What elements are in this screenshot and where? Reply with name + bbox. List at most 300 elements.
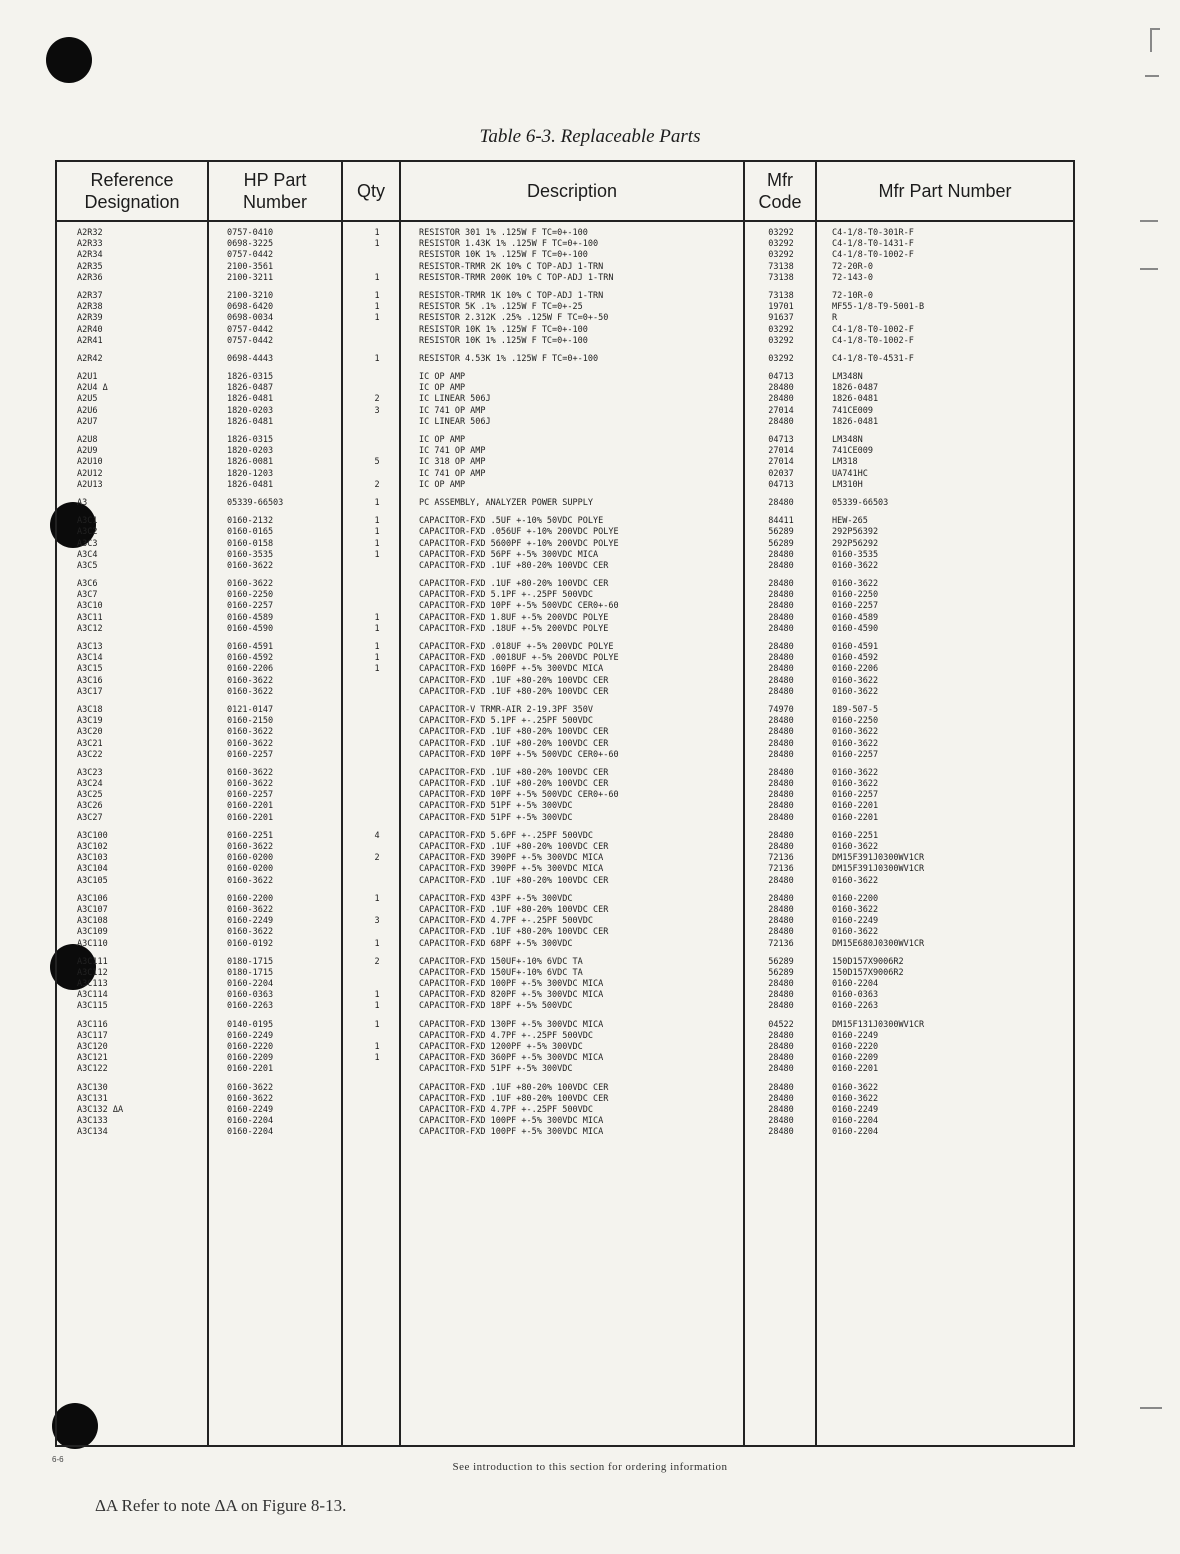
ref-cell: A3C116 bbox=[77, 1019, 108, 1030]
hp-part-cell: 0160-3622 bbox=[227, 686, 274, 697]
mfr-part-cell: 72-143-0 bbox=[832, 272, 873, 283]
qty-cell: 1 bbox=[374, 549, 380, 560]
mfr-part-cell: DM15F391J0300WV1CR bbox=[832, 853, 925, 864]
ref-cell: A3C25 bbox=[77, 790, 103, 801]
ref-cell: A3C20 bbox=[77, 727, 103, 738]
mfr-part-cell: 72-20R-0 bbox=[832, 261, 873, 272]
row-group bbox=[57, 1020, 1073, 1076]
ref-cell: A2U8 bbox=[77, 435, 98, 445]
mfr-part-cell: DM15F391J0300WV1CR bbox=[832, 864, 925, 875]
ref-cell: A3C14 bbox=[77, 653, 103, 664]
hp-part-cell: 1826-0481 bbox=[227, 479, 274, 490]
ref-cell: A3C27 bbox=[77, 812, 103, 823]
description-cell: CAPACITOR-FXD .1UF +80-20% 100VDC CER bbox=[419, 927, 609, 938]
ref-cell: A2R42 bbox=[77, 353, 103, 364]
mfr-part-cell: 0160-3622 bbox=[832, 767, 879, 778]
hp-part-cell: 0160-3622 bbox=[227, 1093, 274, 1104]
ref-cell: A3C22 bbox=[77, 749, 103, 760]
description-cell: CAPACITOR-FXD 1.8UF +-5% 200VDC POLYE bbox=[419, 612, 609, 623]
description-cell: CAPACITOR-FXD .1UF +80-20% 100VDC CER bbox=[419, 904, 609, 915]
hp-part-cell: 0160-3622 bbox=[227, 927, 274, 938]
qty-cell: 5 bbox=[374, 457, 380, 468]
mfr-part-cell: 0160-3622 bbox=[832, 875, 879, 886]
table-row bbox=[57, 590, 1073, 601]
description-cell: IC LINEAR 506J bbox=[419, 394, 491, 405]
hp-part-cell: 1826-0081 bbox=[227, 457, 274, 468]
hp-part-cell: 0160-2204 bbox=[227, 1127, 274, 1138]
mfr-part-cell: 0160-2250 bbox=[832, 716, 879, 727]
mfr-part-cell: C4-1/8-T0-1002-F bbox=[832, 250, 914, 261]
table-row bbox=[57, 939, 1073, 950]
table-row bbox=[57, 250, 1073, 261]
hp-part-cell: 0160-3622 bbox=[227, 727, 274, 738]
table-row bbox=[57, 716, 1073, 727]
mfr-part-cell: 72-10R-0 bbox=[832, 290, 873, 301]
ref-cell: A3C2 bbox=[77, 527, 98, 538]
mfr-part-cell: 1826-0487 bbox=[832, 383, 879, 394]
mfr-code-cell: 28480 bbox=[768, 1104, 794, 1115]
qty-cell: 1 bbox=[374, 938, 380, 949]
hp-part-cell: 0160-4591 bbox=[227, 642, 274, 652]
qty-cell: 2 bbox=[374, 956, 380, 967]
description-cell: RESISTOR-TRMR 2K 10% C TOP-ADJ 1-TRN bbox=[419, 261, 604, 272]
mfr-code-cell: 72136 bbox=[768, 853, 794, 864]
punch-hole-top bbox=[46, 37, 92, 83]
description-cell: CAPACITOR-FXD .1UF +80-20% 100VDC CER bbox=[419, 675, 609, 686]
table-row bbox=[57, 676, 1073, 687]
table-row bbox=[57, 905, 1073, 916]
mfr-part-cell: 0160-2249 bbox=[832, 1030, 879, 1041]
table-row bbox=[57, 1094, 1073, 1105]
header-hp-part-number: HP Part Number bbox=[242, 170, 308, 212]
ref-cell: A3C26 bbox=[77, 801, 103, 812]
description-cell: CAPACITOR-FXD 68PF +-5% 300VDC bbox=[419, 938, 573, 949]
description-cell: IC LINEAR 506J bbox=[419, 416, 491, 427]
table-row bbox=[57, 1127, 1073, 1138]
ref-cell: A3C114 bbox=[77, 990, 108, 1001]
mfr-code-cell: 03292 bbox=[768, 239, 794, 250]
hp-part-cell: 0160-2201 bbox=[227, 812, 274, 823]
table-row bbox=[57, 927, 1073, 938]
hp-part-cell: 0160-3622 bbox=[227, 904, 274, 915]
qty-cell: 1 bbox=[374, 612, 380, 623]
mfr-part-cell: 0160-3622 bbox=[832, 675, 879, 686]
mfr-code-cell: 28480 bbox=[768, 1053, 794, 1064]
mfr-code-cell: 28480 bbox=[768, 1127, 794, 1138]
qty-cell: 1 bbox=[374, 353, 380, 364]
row-group bbox=[57, 768, 1073, 824]
mfr-code-cell: 28480 bbox=[768, 1064, 794, 1075]
mfr-part-cell: C4-1/8-T0-1002-F bbox=[832, 324, 914, 335]
ref-cell: A3C24 bbox=[77, 779, 103, 790]
description-cell: CAPACITOR-FXD 4.7PF +-.25PF 500VDC bbox=[419, 1030, 593, 1041]
description-cell: IC 741 OP AMP bbox=[419, 446, 486, 457]
description-cell: CAPACITOR-FXD .018UF +-5% 200VDC POLYE bbox=[419, 642, 614, 652]
qty-cell: 1 bbox=[374, 538, 380, 549]
hp-part-cell: 0160-2201 bbox=[227, 801, 274, 812]
hp-part-cell: 0698-4443 bbox=[227, 353, 274, 364]
mfr-part-cell: 0160-2206 bbox=[832, 664, 879, 675]
mfr-code-cell: 03292 bbox=[768, 324, 794, 335]
description-cell: CAPACITOR-FXD 100PF +-5% 300VDC MICA bbox=[419, 1127, 604, 1138]
table-row bbox=[57, 539, 1073, 550]
table-row bbox=[57, 727, 1073, 738]
mfr-code-cell: 27014 bbox=[768, 446, 794, 457]
description-cell: CAPACITOR-FXD .1UF +80-20% 100VDC CER bbox=[419, 767, 609, 778]
mfr-part-cell: 0160-2209 bbox=[832, 1053, 879, 1064]
ref-cell: A3C121 bbox=[77, 1053, 108, 1064]
ref-cell: A3C3 bbox=[77, 538, 98, 549]
table-row bbox=[57, 687, 1073, 698]
edge-mark bbox=[1145, 75, 1159, 77]
mfr-part-cell: 150D157X9006R2 bbox=[832, 956, 904, 967]
table-row bbox=[57, 768, 1073, 779]
table-row bbox=[57, 876, 1073, 887]
mfr-code-cell: 28480 bbox=[768, 653, 794, 664]
hp-part-cell: 0160-3622 bbox=[227, 579, 274, 590]
ref-cell: A3C17 bbox=[77, 686, 103, 697]
hp-part-cell: 0160-2251 bbox=[227, 830, 274, 841]
hp-part-cell: 0757-0442 bbox=[227, 250, 274, 261]
description-cell: CAPACITOR-FXD 100PF +-5% 300VDC MICA bbox=[419, 1116, 604, 1127]
qty-cell: 1 bbox=[374, 1053, 380, 1064]
mfr-part-cell: 292P56292 bbox=[832, 538, 879, 549]
description-cell: IC OP AMP bbox=[419, 479, 466, 490]
mfr-part-cell: C4-1/8-T0-4531-F bbox=[832, 353, 914, 364]
table-row bbox=[57, 325, 1073, 336]
description-cell: IC OP AMP bbox=[419, 383, 466, 394]
table-row bbox=[57, 469, 1073, 480]
mfr-part-cell: 0160-2257 bbox=[832, 790, 879, 801]
mfr-code-cell: 28480 bbox=[768, 875, 794, 886]
description-cell: CAPACITOR-FXD 10PF +-5% 500VDC CER0+-60 bbox=[419, 601, 619, 612]
row-group bbox=[57, 957, 1073, 1013]
table-row bbox=[57, 1001, 1073, 1012]
mfr-part-cell: 0160-2249 bbox=[832, 916, 879, 927]
description-cell: RESISTOR 5K .1% .125W F TC=0+-25 bbox=[419, 302, 583, 313]
ref-cell: A3C109 bbox=[77, 927, 108, 938]
ref-cell: A2R39 bbox=[77, 313, 103, 324]
description-cell: CAPACITOR-FXD 4.7PF +-.25PF 500VDC bbox=[419, 916, 593, 927]
mfr-part-cell: 0160-2257 bbox=[832, 601, 879, 612]
table-row bbox=[57, 228, 1073, 239]
mfr-code-cell: 72136 bbox=[768, 938, 794, 949]
table-row bbox=[57, 813, 1073, 824]
qty-cell: 1 bbox=[374, 664, 380, 675]
hp-part-cell: 0160-2263 bbox=[227, 1001, 274, 1012]
description-cell: CAPACITOR-FXD 10PF +-5% 500VDC CER0+-60 bbox=[419, 790, 619, 801]
hp-part-cell: 0160-2200 bbox=[227, 893, 274, 904]
hp-part-cell: 2100-3210 bbox=[227, 290, 274, 301]
mfr-code-cell: 28480 bbox=[768, 612, 794, 623]
description-cell: RESISTOR 1.43K 1% .125W F TC=0+-100 bbox=[419, 239, 599, 250]
description-cell: PC ASSEMBLY, ANALYZER POWER SUPPLY bbox=[419, 497, 593, 508]
ref-cell: A2U9 bbox=[77, 446, 98, 457]
mfr-code-cell: 56289 bbox=[768, 967, 794, 978]
ref-cell: A3C130 bbox=[77, 1082, 108, 1093]
hp-part-cell: 0698-3225 bbox=[227, 239, 274, 250]
mfr-part-cell: 0160-2204 bbox=[832, 1116, 879, 1127]
qty-cell: 1 bbox=[374, 228, 380, 238]
ref-cell: A2U7 bbox=[77, 416, 98, 427]
mfr-code-cell: 28480 bbox=[768, 749, 794, 760]
table-row bbox=[57, 273, 1073, 284]
mfr-part-cell: 0160-2250 bbox=[832, 590, 879, 601]
hp-part-cell: 0180-1715 bbox=[227, 956, 274, 967]
mfr-part-cell: 0160-2201 bbox=[832, 801, 879, 812]
mfr-code-cell: 28480 bbox=[768, 801, 794, 812]
mfr-code-cell: 28480 bbox=[768, 383, 794, 394]
ref-cell: A3C117 bbox=[77, 1030, 108, 1041]
description-cell: CAPACITOR-FXD .1UF +80-20% 100VDC CER bbox=[419, 1093, 609, 1104]
table-row bbox=[57, 1105, 1073, 1116]
hp-part-cell: 0160-2249 bbox=[227, 1030, 274, 1041]
hp-part-cell: 0160-3622 bbox=[227, 875, 274, 886]
mfr-code-cell: 28480 bbox=[768, 1030, 794, 1041]
table-row bbox=[57, 739, 1073, 750]
edge-mark bbox=[1140, 220, 1158, 222]
hp-part-cell: 0160-2206 bbox=[227, 664, 274, 675]
hp-part-cell: 0160-3535 bbox=[227, 549, 274, 560]
mfr-part-cell: 0160-2204 bbox=[832, 1127, 879, 1138]
mfr-code-cell: 27014 bbox=[768, 405, 794, 416]
mfr-code-cell: 03292 bbox=[768, 250, 794, 261]
ref-cell: A2U4 Δ bbox=[77, 383, 108, 394]
description-cell: CAPACITOR-FXD 150UF+-10% 6VDC TA bbox=[419, 967, 583, 978]
table-row bbox=[57, 894, 1073, 905]
mfr-code-cell: 04713 bbox=[768, 372, 794, 383]
ref-cell: A2R38 bbox=[77, 302, 103, 313]
hp-part-cell: 0160-3622 bbox=[227, 842, 274, 852]
hp-part-cell: 0160-3622 bbox=[227, 738, 274, 749]
description-cell: CAPACITOR-FXD 5.1PF +-.25PF 500VDC bbox=[419, 716, 593, 727]
qty-cell: 1 bbox=[374, 272, 380, 283]
ref-cell: A3C133 bbox=[77, 1116, 108, 1127]
ref-cell: A2U13 bbox=[77, 479, 103, 490]
ref-cell: A3C13 bbox=[77, 642, 103, 652]
mfr-code-cell: 73138 bbox=[768, 272, 794, 283]
table-row bbox=[57, 354, 1073, 365]
ref-cell: A3 bbox=[77, 497, 88, 508]
description-cell: IC 318 OP AMP bbox=[419, 457, 486, 468]
table-row bbox=[57, 372, 1073, 383]
description-cell: IC OP AMP bbox=[419, 435, 466, 445]
mfr-code-cell: 28480 bbox=[768, 812, 794, 823]
mfr-code-cell: 28480 bbox=[768, 927, 794, 938]
ref-cell: A2R35 bbox=[77, 261, 103, 272]
mfr-code-cell: 04713 bbox=[768, 479, 794, 490]
ref-cell: A3C100 bbox=[77, 830, 108, 841]
table-row bbox=[57, 383, 1073, 394]
ref-cell: A2R34 bbox=[77, 250, 103, 261]
description-cell: CAPACITOR-FXD 160PF +-5% 300VDC MICA bbox=[419, 664, 604, 675]
hp-part-cell: 0160-0200 bbox=[227, 864, 274, 875]
mfr-part-cell: 0160-2204 bbox=[832, 979, 879, 990]
table-row bbox=[57, 664, 1073, 675]
table-row bbox=[57, 406, 1073, 417]
ref-cell: A3C12 bbox=[77, 623, 103, 634]
hp-part-cell: 0160-3622 bbox=[227, 675, 274, 686]
hp-part-cell: 1820-1203 bbox=[227, 468, 274, 479]
ref-cell: A3C103 bbox=[77, 853, 108, 864]
mfr-part-cell: 0160-3622 bbox=[832, 727, 879, 738]
table-row bbox=[57, 1116, 1073, 1127]
ref-cell: A3C112 bbox=[77, 967, 108, 978]
table-row bbox=[57, 705, 1073, 716]
edge-mark bbox=[1140, 268, 1158, 270]
mfr-part-cell: 741CE009 bbox=[832, 405, 873, 416]
description-cell: CAPACITOR-FXD 10PF +-5% 500VDC CER0+-60 bbox=[419, 749, 619, 760]
hp-part-cell: 1826-0315 bbox=[227, 435, 274, 445]
hp-part-cell: 0160-0165 bbox=[227, 527, 274, 538]
ref-cell: A3C106 bbox=[77, 893, 108, 904]
ref-cell: A3C113 bbox=[77, 979, 108, 990]
description-cell: CAPACITOR-FXD 5.6PF +-.25PF 500VDC bbox=[419, 830, 593, 841]
description-cell: CAPACITOR-FXD 18PF +-5% 500VDC bbox=[419, 1001, 573, 1012]
description-cell: CAPACITOR-FXD 820PF +-5% 300VDC MICA bbox=[419, 990, 604, 1001]
row-group bbox=[57, 579, 1073, 635]
mfr-part-cell: 0160-2201 bbox=[832, 1064, 879, 1075]
mfr-code-cell: 28480 bbox=[768, 904, 794, 915]
description-cell: CAPACITOR-FXD .18UF +-5% 200VDC POLYE bbox=[419, 623, 609, 634]
mfr-part-cell: 0160-2200 bbox=[832, 893, 879, 904]
mfr-code-cell: 72136 bbox=[768, 864, 794, 875]
mfr-code-cell: 28480 bbox=[768, 1116, 794, 1127]
table-row bbox=[57, 550, 1073, 561]
table-row bbox=[57, 864, 1073, 875]
ref-cell: A3C18 bbox=[77, 704, 103, 715]
mfr-code-cell: 28480 bbox=[768, 623, 794, 634]
mfr-part-cell: 05339-66503 bbox=[832, 497, 889, 508]
description-cell: RESISTOR 10K 1% .125W F TC=0+-100 bbox=[419, 324, 588, 335]
hp-part-cell: 0140-0195 bbox=[227, 1019, 274, 1030]
qty-cell: 1 bbox=[374, 623, 380, 634]
table-row bbox=[57, 457, 1073, 468]
mfr-part-cell: 0160-4592 bbox=[832, 653, 879, 664]
ref-cell: A3C131 bbox=[77, 1093, 108, 1104]
row-group bbox=[57, 228, 1073, 284]
ref-cell: A3C134 bbox=[77, 1127, 108, 1138]
description-cell: CAPACITOR-FXD 5.1PF +-.25PF 500VDC bbox=[419, 590, 593, 601]
mfr-code-cell: 04522 bbox=[768, 1019, 794, 1030]
table-row bbox=[57, 624, 1073, 635]
header-qty: Qty bbox=[356, 181, 385, 201]
mfr-part-cell: 0160-3622 bbox=[832, 904, 879, 915]
table-row bbox=[57, 842, 1073, 853]
row-group bbox=[57, 705, 1073, 761]
hp-part-cell: 0160-2250 bbox=[227, 590, 274, 601]
mfr-code-cell: 56289 bbox=[768, 538, 794, 549]
mfr-part-cell: 0160-3535 bbox=[832, 549, 879, 560]
table-row bbox=[57, 313, 1073, 324]
table-row bbox=[57, 1020, 1073, 1031]
row-group bbox=[57, 831, 1073, 887]
table-row bbox=[57, 527, 1073, 538]
hp-part-cell: 0160-2209 bbox=[227, 1053, 274, 1064]
mfr-code-cell: 28480 bbox=[768, 830, 794, 841]
row-group bbox=[57, 1083, 1073, 1139]
mfr-code-cell: 28480 bbox=[768, 549, 794, 560]
row-group bbox=[57, 894, 1073, 950]
ref-cell: A3C110 bbox=[77, 938, 108, 949]
table-row bbox=[57, 262, 1073, 273]
qty-cell: 2 bbox=[374, 394, 380, 405]
description-cell: CAPACITOR-FXD 130PF +-5% 300VDC MICA bbox=[419, 1019, 604, 1030]
table-row bbox=[57, 480, 1073, 491]
ref-cell: A3C102 bbox=[77, 842, 108, 852]
mfr-part-cell: 0160-3622 bbox=[832, 1093, 879, 1104]
hp-part-cell: 0757-0442 bbox=[227, 335, 274, 346]
mfr-code-cell: 03292 bbox=[768, 335, 794, 346]
ref-cell: A3C115 bbox=[77, 1001, 108, 1012]
qty-cell: 1 bbox=[374, 497, 380, 508]
ref-cell: A3C122 bbox=[77, 1064, 108, 1075]
mfr-part-cell: 1826-0481 bbox=[832, 394, 879, 405]
hp-part-cell: 0160-0363 bbox=[227, 990, 274, 1001]
figure-note: ΔA Refer to note ΔA on Figure 8-13. bbox=[95, 1496, 347, 1515]
table-row bbox=[57, 1042, 1073, 1053]
header-description: Description bbox=[526, 181, 618, 201]
table-row bbox=[57, 790, 1073, 801]
hp-part-cell: 0160-0192 bbox=[227, 938, 274, 949]
description-cell: IC OP AMP bbox=[419, 372, 466, 383]
mfr-code-cell: 28480 bbox=[768, 990, 794, 1001]
mfr-code-cell: 02037 bbox=[768, 468, 794, 479]
mfr-part-cell: 0160-3622 bbox=[832, 842, 879, 852]
hp-part-cell: 0160-3622 bbox=[227, 779, 274, 790]
ref-cell: A2U12 bbox=[77, 468, 103, 479]
header-mfr-part-number: Mfr Part Number bbox=[878, 181, 1012, 201]
description-cell: CAPACITOR-FXD 5600PF +-10% 200VDC POLYE bbox=[419, 538, 619, 549]
table-row bbox=[57, 302, 1073, 313]
hp-part-cell: 0160-2249 bbox=[227, 916, 274, 927]
mfr-code-cell: 19701 bbox=[768, 302, 794, 313]
hp-part-cell: 0180-1715 bbox=[227, 967, 274, 978]
hp-part-cell: 0160-4589 bbox=[227, 612, 274, 623]
mfr-code-cell: 28480 bbox=[768, 664, 794, 675]
row-group bbox=[57, 435, 1073, 491]
qty-cell: 1 bbox=[374, 893, 380, 904]
mfr-part-cell: 0160-3622 bbox=[832, 579, 879, 590]
hp-part-cell: 1826-0481 bbox=[227, 416, 274, 427]
mfr-code-cell: 28480 bbox=[768, 716, 794, 727]
ref-cell: A3C10 bbox=[77, 601, 103, 612]
mfr-part-cell: 0160-3622 bbox=[832, 927, 879, 938]
hp-part-cell: 0698-6420 bbox=[227, 302, 274, 313]
mfr-code-cell: 28480 bbox=[768, 790, 794, 801]
ref-cell: A3C4 bbox=[77, 549, 98, 560]
hp-part-cell: 1826-0315 bbox=[227, 372, 274, 383]
ref-cell: A3C111 bbox=[77, 956, 108, 967]
table-row bbox=[57, 916, 1073, 927]
mfr-part-cell: 0160-3622 bbox=[832, 1082, 879, 1093]
mfr-code-cell: 28480 bbox=[768, 601, 794, 612]
table-row bbox=[57, 613, 1073, 624]
mfr-code-cell: 28480 bbox=[768, 686, 794, 697]
mfr-code-cell: 28480 bbox=[768, 416, 794, 427]
description-cell: RESISTOR-TRMR 1K 10% C TOP-ADJ 1-TRN bbox=[419, 290, 604, 301]
mfr-part-cell: DM15F131J0300WV1CR bbox=[832, 1019, 925, 1030]
hp-part-cell: 0160-3622 bbox=[227, 767, 274, 778]
table-row bbox=[57, 435, 1073, 446]
description-cell: CAPACITOR-FXD 43PF +-5% 300VDC bbox=[419, 893, 573, 904]
ref-cell: A3C6 bbox=[77, 579, 98, 590]
edge-mark bbox=[1140, 1407, 1162, 1409]
ref-cell: A3C108 bbox=[77, 916, 108, 927]
qty-cell: 1 bbox=[374, 516, 380, 527]
mfr-code-cell: 73138 bbox=[768, 290, 794, 301]
table-row bbox=[57, 1083, 1073, 1094]
